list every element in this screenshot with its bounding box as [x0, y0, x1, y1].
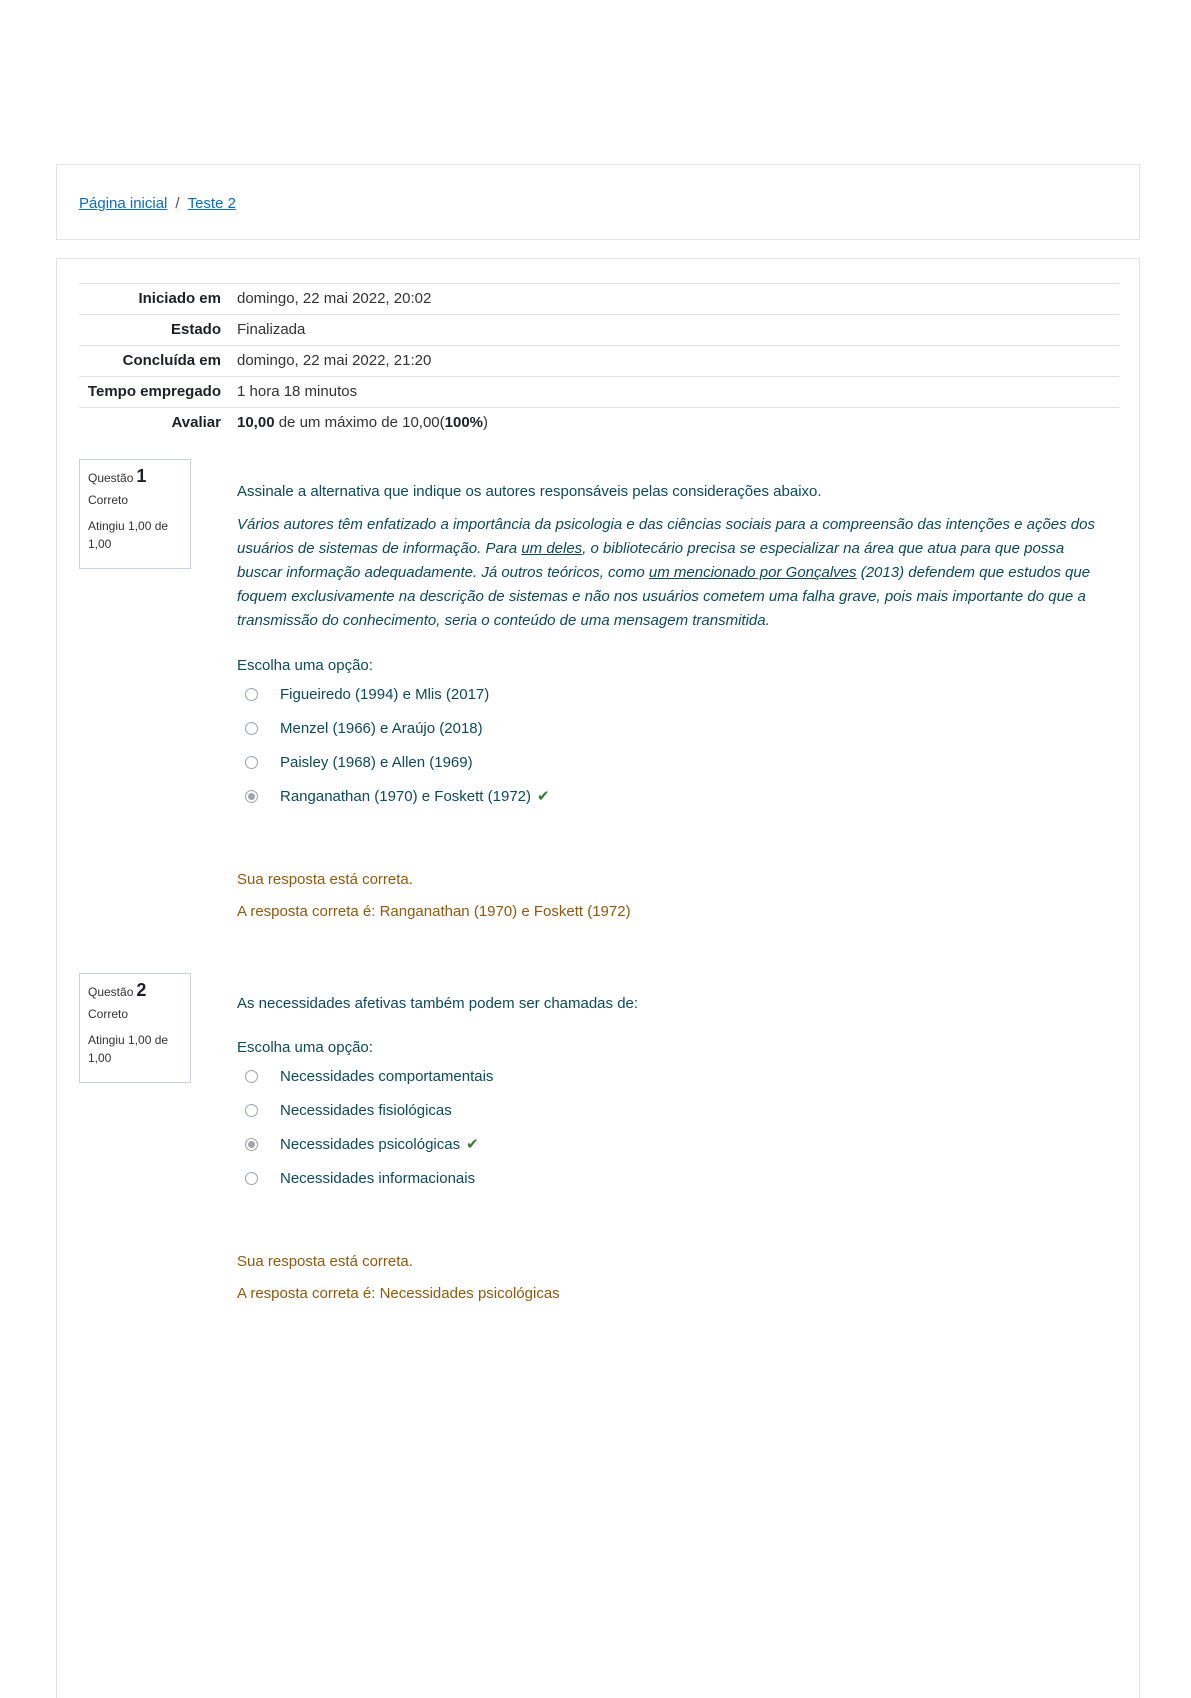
question-1-number: Questão 1	[88, 466, 147, 486]
check-icon: ✔	[466, 1136, 479, 1153]
option-label: Necessidades comportamentais	[280, 1067, 494, 1085]
feedback-message: Sua resposta está correta.	[237, 1253, 413, 1270]
question-2-content	[237, 993, 1107, 1315]
radio-button[interactable]	[245, 1104, 258, 1117]
question-1-option-b[interactable]	[237, 711, 1107, 745]
question-1-quote: Vários autores têm enfatizado a importância da psicologia e das ciências sociais para a compreensão das intenções e ações dos usuários de sistemas de informação. Para um deles, o bibliotecário precisa se especializar na área que atua para que possa buscar informação adequadamente. Já outros teóricos, como um mencionado por Gonçalves (2013) defendem que estudos que foquem exclusivamente na descrição de sistemas e não nos usuários cometem uma falha grave, pois mais importante do que a transmissão do conhecimento, seria o conteúdo de uma mensagem transmitida.	[237, 516, 1095, 629]
question-2-option-a[interactable]	[237, 1059, 1107, 1093]
question-1-feedback	[237, 869, 1107, 923]
state-label: Estado	[170, 321, 221, 338]
breadcrumb-current-link[interactable]: Teste 2	[187, 195, 236, 212]
summary-row-completed	[79, 346, 1119, 377]
question-2-prompt: As necessidades afetivas também podem ser chamadas de:	[237, 995, 639, 1012]
quote-link-um-deles: um deles	[521, 540, 583, 557]
grade-percent: 100%	[444, 414, 484, 431]
radio-button[interactable]	[245, 1172, 258, 1185]
feedback-message: Sua resposta está correta.	[237, 871, 413, 888]
option-label: Menzel (1966) e Araújo (2018)	[280, 719, 483, 737]
question-2-info	[79, 973, 191, 1083]
radio-button-selected[interactable]	[245, 1138, 258, 1151]
grade-value	[237, 408, 1119, 439]
question-1-state: Correto	[88, 493, 129, 507]
state-value: Finalizada	[237, 321, 306, 338]
question-1-grade: Atingiu 1,00 de 1,00	[88, 519, 169, 551]
question-2-number: Questão 2	[88, 980, 147, 1000]
question-2-option-c[interactable]	[237, 1127, 1107, 1161]
option-label: Necessidades fisiológicas	[280, 1101, 452, 1119]
option-label: Necessidades informacionais	[280, 1169, 476, 1187]
question-2-options	[237, 1059, 1107, 1195]
breadcrumb-separator: /	[175, 195, 180, 212]
radio-button-selected[interactable]	[245, 790, 258, 803]
summary-row-grade	[79, 408, 1119, 439]
grade-label: Avaliar	[171, 414, 221, 431]
time-label: Tempo empregado	[87, 383, 221, 400]
question-2-state: Correto	[88, 1007, 129, 1021]
question-2-choose-label: Escolha uma opção:	[237, 1039, 373, 1056]
summary-row-time	[79, 377, 1119, 408]
summary-row-state	[79, 315, 1119, 346]
grade-score: 10,00	[237, 414, 275, 431]
correct-answer-text: A resposta correta é: Necessidades psicológicas	[237, 1285, 560, 1302]
breadcrumb-container	[56, 164, 1140, 240]
question-2-option-d[interactable]	[237, 1161, 1107, 1195]
question-2-feedback	[237, 1251, 1107, 1305]
started-label: Iniciado em	[138, 290, 221, 307]
radio-button[interactable]	[245, 688, 258, 701]
question-1-options	[237, 677, 1107, 813]
radio-button[interactable]	[245, 1070, 258, 1083]
radio-button[interactable]	[245, 722, 258, 735]
correct-answer-text: A resposta correta é: Ranganathan (1970) e Foskett (1972)	[237, 903, 631, 920]
completed-value: domingo, 22 mai 2022, 21:20	[237, 352, 432, 369]
option-label: Necessidades psicológicas	[280, 1135, 461, 1153]
grade-close: )	[483, 414, 489, 431]
check-icon: ✔	[537, 788, 550, 805]
question-1-prompt: Assinale a alternativa que indique os autores responsáveis pelas considerações abaixo.	[237, 483, 822, 500]
question-1-content	[237, 481, 1107, 933]
question-1-option-c[interactable]	[237, 745, 1107, 779]
quiz-review-region	[56, 258, 1140, 1698]
breadcrumb	[79, 195, 236, 212]
time-value: 1 hora 18 minutos	[237, 383, 358, 400]
question-2-option-b[interactable]	[237, 1093, 1107, 1127]
question-2-grade: Atingiu 1,00 de 1,00	[88, 1033, 169, 1065]
attempt-summary-table	[79, 283, 1119, 438]
started-value: domingo, 22 mai 2022, 20:02	[237, 290, 432, 307]
quote-link-goncalves: um mencionado por Gonçalves	[648, 564, 857, 581]
option-label: Figueiredo (1994) e Mlis (2017)	[280, 685, 490, 703]
summary-row-started	[79, 284, 1119, 315]
completed-label: Concluída em	[122, 352, 221, 369]
radio-button[interactable]	[245, 756, 258, 769]
option-label: Paisley (1968) e Allen (1969)	[280, 753, 473, 771]
question-1-choose-label: Escolha uma opção:	[237, 657, 373, 674]
question-1-option-d[interactable]	[237, 779, 1107, 813]
question-1-option-a[interactable]	[237, 677, 1107, 711]
option-label: Ranganathan (1970) e Foskett (1972)	[280, 787, 531, 805]
breadcrumb-home-link[interactable]: Página inicial	[79, 195, 168, 212]
grade-max-text: de um máximo de 10,00(	[274, 414, 445, 431]
question-1-info	[79, 459, 191, 569]
